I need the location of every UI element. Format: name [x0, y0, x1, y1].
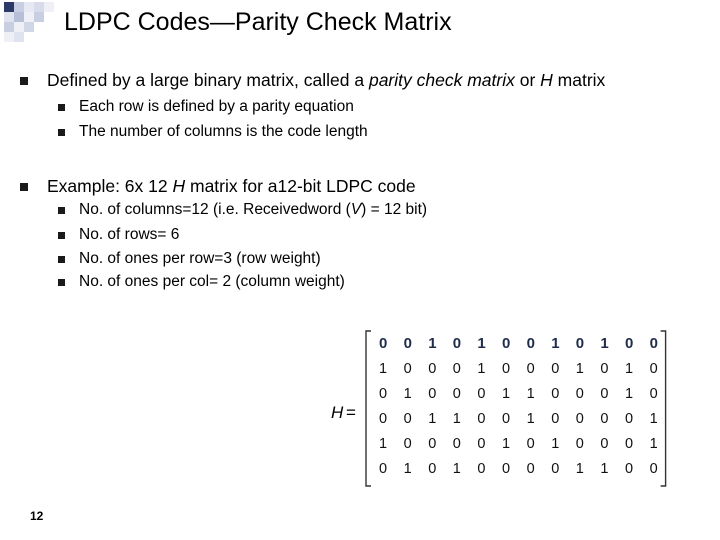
bullet-text: Example: 6x 12 H matrix for a12-bit LDPC code: [47, 176, 416, 196]
matrix-cell: 0: [452, 386, 461, 402]
matrix-cell: 0: [379, 411, 388, 427]
bullet-square-icon: [58, 256, 65, 263]
bullet-square-icon: [58, 279, 65, 286]
matrix-cell: 1: [502, 386, 511, 402]
matrix-cell: 0: [625, 411, 634, 427]
matrix-cell: 1: [452, 411, 461, 427]
matrix-cell: 0: [403, 411, 412, 427]
matrix-cell: 0: [625, 436, 634, 452]
sub-bullet-row-definition: Each row is defined by a parity equation: [58, 98, 354, 116]
matrix-cell: 0: [600, 361, 609, 377]
matrix-cell: 1: [551, 335, 560, 352]
matrix-cell: 0: [379, 335, 388, 352]
matrix-cell: 0: [575, 335, 585, 352]
matrix-cell: 0: [551, 411, 560, 427]
matrix-cell: 1: [502, 436, 511, 452]
matrix-equals-sign: =: [346, 403, 356, 422]
matrix-cell: 1: [600, 335, 609, 352]
matrix-cell: 1: [526, 386, 535, 402]
matrix-cell: 0: [551, 386, 560, 402]
matrix-cell: 0: [625, 335, 634, 352]
bullet-square-icon: [20, 183, 28, 191]
matrix-cell: 0: [428, 461, 437, 477]
slide-title: LDPC Codes—Parity Check Matrix: [64, 8, 452, 36]
matrix-cell: 1: [428, 335, 437, 352]
bullet-text: Defined by a large binary matrix, called a parity check matrix or H matrix: [47, 70, 606, 90]
matrix-cell: 0: [403, 436, 412, 452]
matrix-cell: 0: [649, 386, 658, 402]
matrix-cell: 0: [428, 436, 437, 452]
matrix-cell: 0: [575, 436, 584, 452]
matrix-cell: 0: [428, 361, 437, 377]
matrix-cell: 0: [526, 461, 535, 477]
matrix-cell: 0: [502, 411, 511, 427]
matrix-right-bracket: [661, 331, 666, 486]
matrix-cell: 1: [600, 461, 609, 477]
matrix-cell: 0: [625, 461, 634, 477]
sub-bullet-columns-length: The number of columns is the code length: [58, 123, 368, 141]
matrix-cell: 1: [477, 335, 486, 352]
matrix-cell: 0: [526, 361, 535, 377]
matrix-cell: 0: [379, 461, 388, 477]
matrix-cell: 0: [649, 361, 658, 377]
matrix-cell: 0: [649, 335, 658, 352]
sub-bullet-columns: No. of columns=12 (i.e. Receivedword (V) = 12 bit): [58, 201, 427, 219]
matrix-cell: 1: [403, 461, 412, 477]
matrix-cell: 1: [477, 361, 486, 377]
matrix-cell: 1: [452, 461, 461, 477]
matrix-cell: 0: [403, 335, 412, 352]
matrix-cell: 0: [502, 461, 511, 477]
sub-bullet-column-weight: No. of ones per col= 2 (column weight): [58, 273, 345, 291]
matrix-cell: 0: [600, 386, 609, 402]
matrix-cell: 0: [452, 436, 461, 452]
matrix-cell: 0: [452, 335, 462, 352]
matrix-cell: 0: [600, 411, 609, 427]
matrix-cell: 0: [551, 461, 560, 477]
matrix-cell: 0: [575, 411, 584, 427]
matrix-cell: 1: [625, 386, 634, 402]
matrix-cell: 0: [502, 361, 511, 377]
matrix-cell: 0: [379, 386, 388, 402]
checker-logo: [4, 2, 56, 46]
matrix-cell: 1: [379, 436, 388, 452]
matrix-cell: 0: [502, 335, 511, 352]
matrix-cell: 0: [551, 361, 560, 377]
matrix-cell: 0: [428, 386, 437, 402]
matrix-cell: 0: [526, 335, 535, 352]
bullet-square-icon: [58, 129, 65, 136]
matrix-cell: 0: [477, 461, 486, 477]
matrix-cell: 1: [649, 411, 658, 427]
page-number: 12: [30, 509, 44, 523]
matrix-cell: 1: [625, 361, 634, 377]
matrix-cell: 1: [649, 436, 658, 452]
bullet-defined-by: [20, 70, 605, 91]
matrix-cell: 0: [452, 361, 461, 377]
matrix-cell: 0: [403, 361, 412, 377]
matrix-cell: 0: [649, 461, 658, 477]
bullet-square-icon: [20, 77, 28, 85]
sub-bullet-rows: No. of rows= 6: [58, 226, 179, 244]
matrix-cell: 1: [551, 436, 560, 452]
matrix-label-h: H: [331, 403, 344, 422]
matrix-left-bracket: [366, 331, 371, 486]
matrix-cell: 0: [477, 411, 486, 427]
matrix-cell: 0: [600, 436, 609, 452]
matrix-cell: 0: [477, 386, 486, 402]
bullet-square-icon: [58, 104, 65, 111]
parity-check-matrix: [325, 326, 670, 496]
sub-bullet-row-weight: No. of ones per row=3 (row weight): [58, 250, 321, 268]
matrix-cell: 1: [526, 411, 535, 427]
matrix-cell: 1: [575, 361, 584, 377]
matrix-cell: 1: [403, 386, 412, 402]
matrix-cell: 1: [575, 461, 584, 477]
bullet-square-icon: [58, 232, 65, 239]
bullet-square-icon: [58, 207, 65, 214]
matrix-cell: 1: [379, 361, 388, 377]
matrix-cell: 1: [428, 411, 437, 427]
matrix-cell: 0: [575, 386, 584, 402]
bullet-example: [20, 176, 416, 197]
matrix-cell: 0: [526, 436, 535, 452]
matrix-cell: 0: [477, 436, 486, 452]
